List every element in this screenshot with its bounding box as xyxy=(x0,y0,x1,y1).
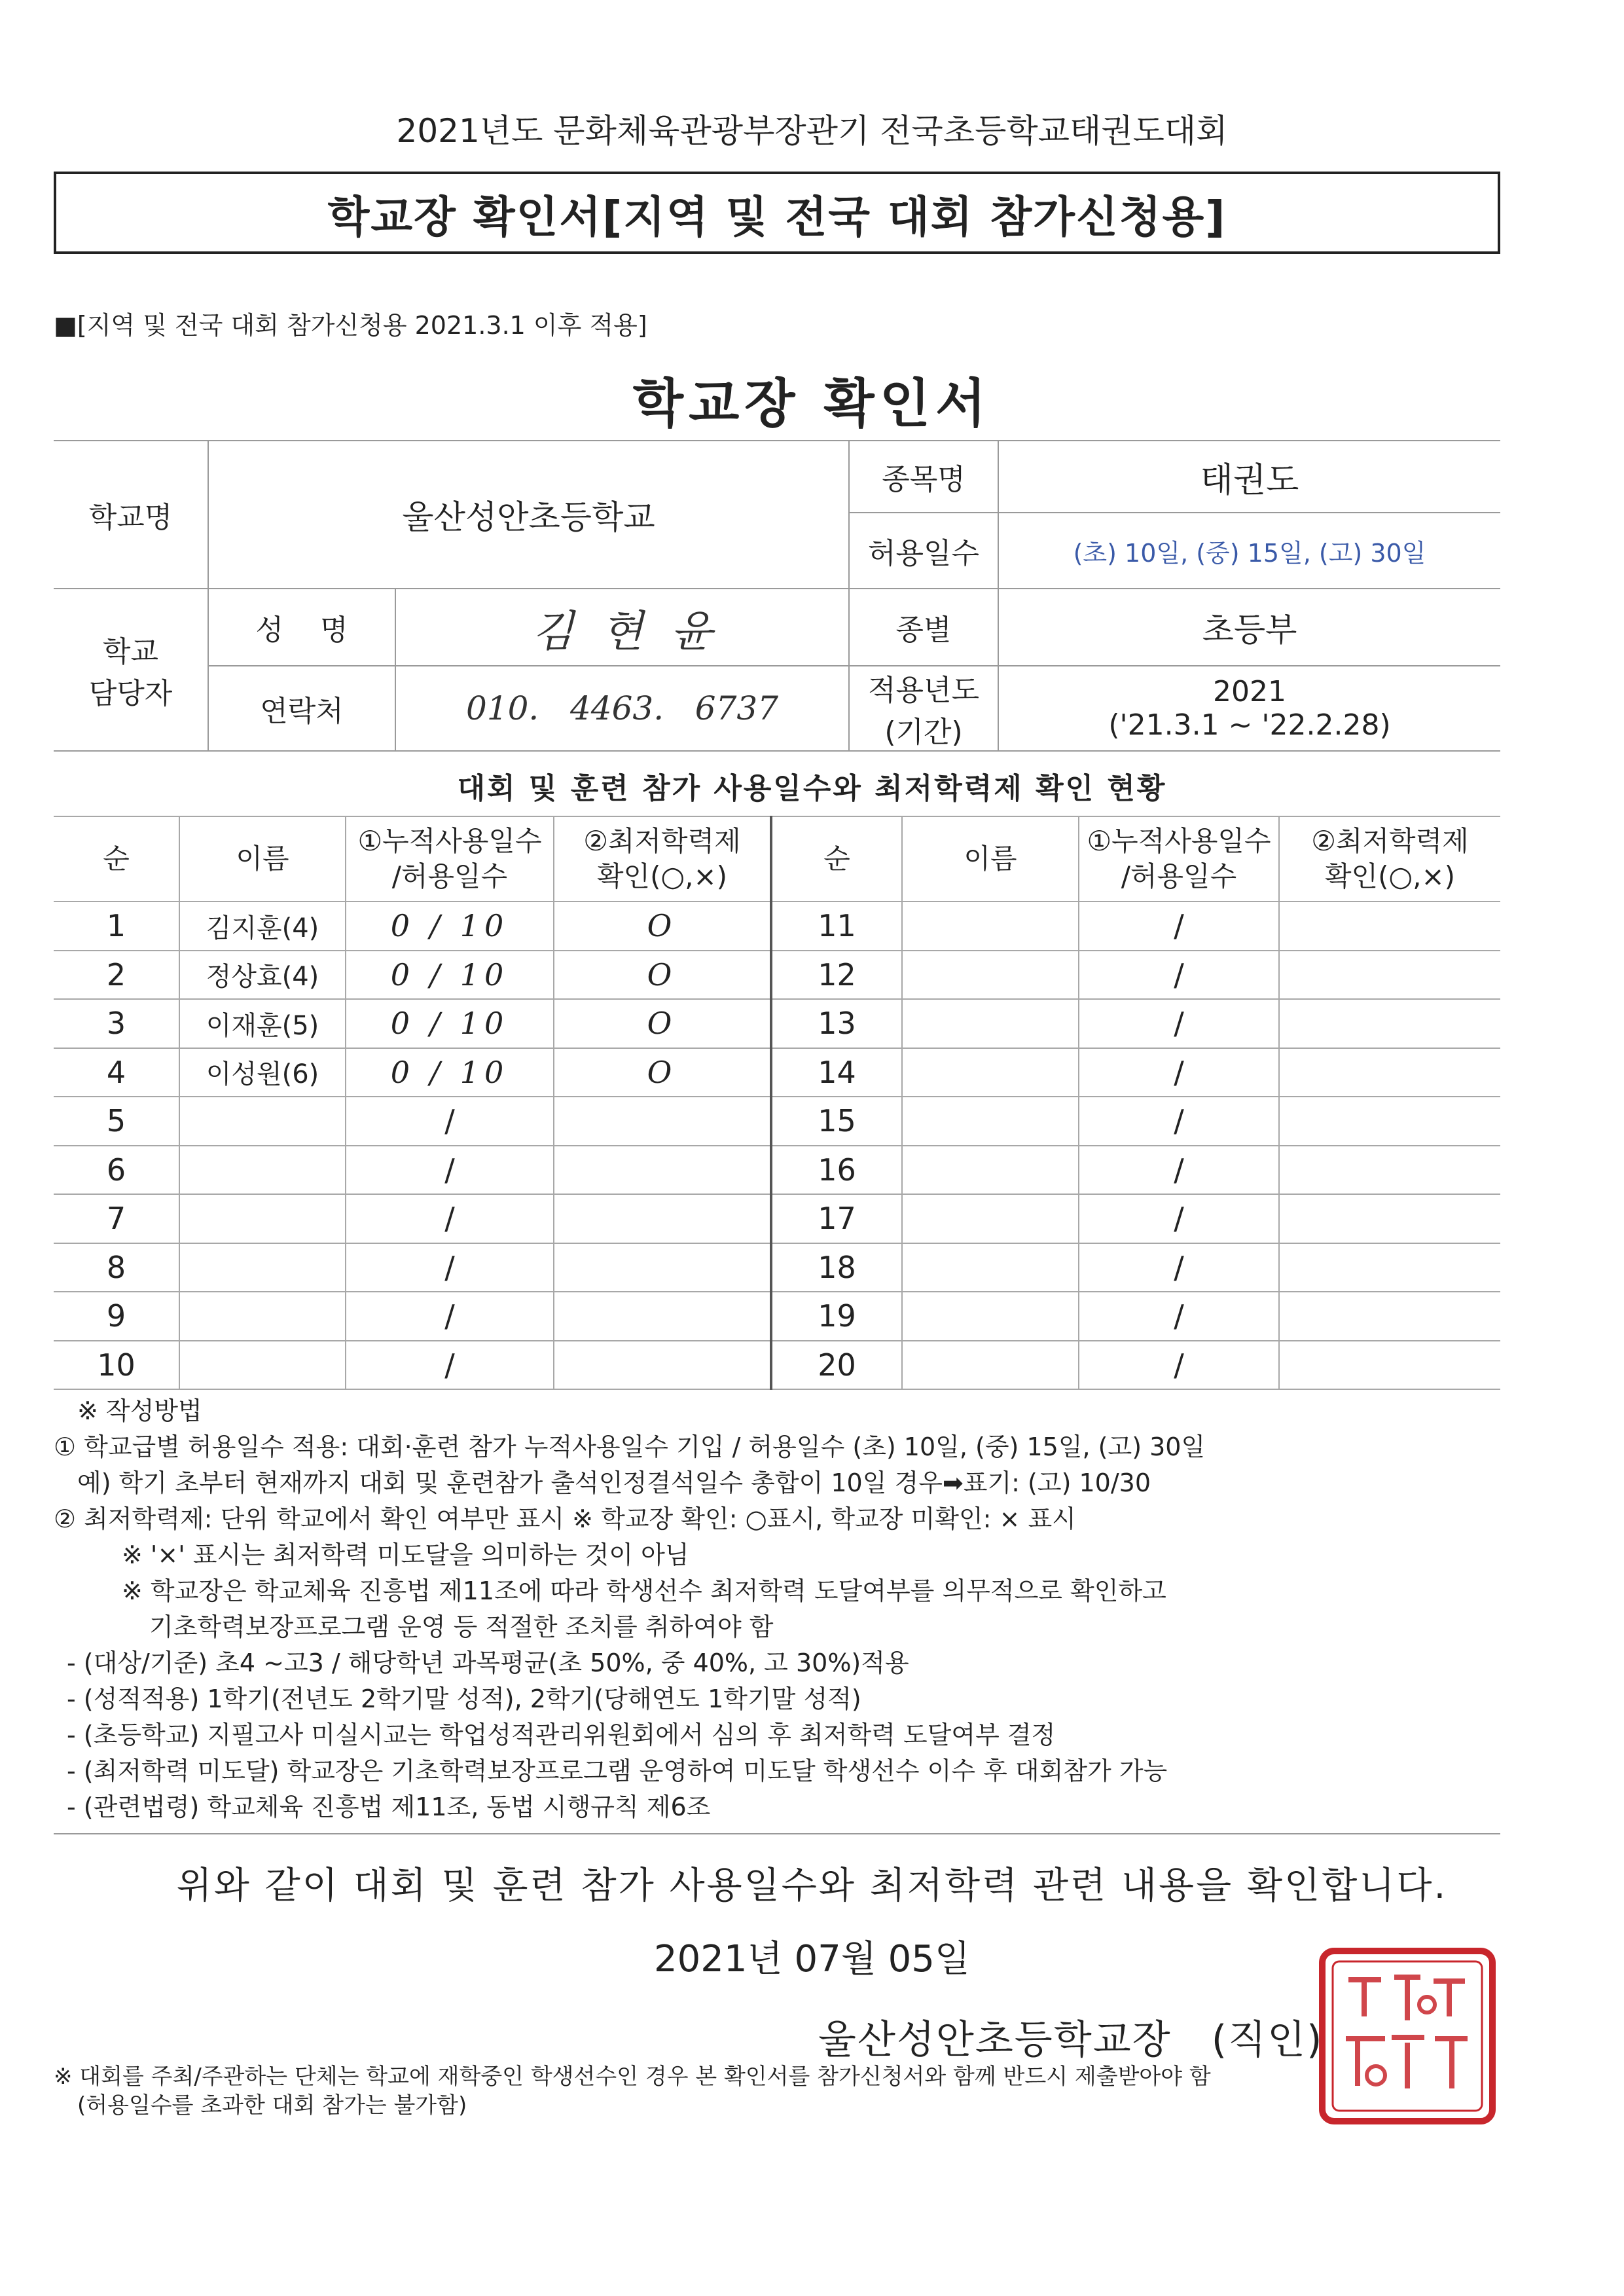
row-min-check xyxy=(554,1243,771,1292)
row-usage: / xyxy=(1079,1243,1279,1292)
row-min-check xyxy=(1279,902,1500,951)
row-no: 18 xyxy=(771,1243,902,1292)
row-name xyxy=(902,1146,1079,1195)
instruction-bullet: - (최저학력 미도달) 학교장은 기초학력보장프로그램 운영하여 미도달 학생선수 이수 후 대회참가 가능 xyxy=(67,1757,1168,1785)
official-seal-mark: (직인) xyxy=(1211,2017,1324,2063)
row-usage: 0 / 10 xyxy=(346,951,554,1000)
row-name xyxy=(179,1292,346,1341)
row-no: 1 xyxy=(54,902,179,951)
contact-person-label-line2: 담당자 xyxy=(88,677,173,710)
table-row xyxy=(54,902,1500,951)
row-no: 19 xyxy=(771,1292,902,1341)
period-year: 2021 xyxy=(1213,675,1286,708)
row-no: 16 xyxy=(771,1146,902,1195)
col-usage-left-line2: /허용일수 xyxy=(391,860,508,892)
instruction-bullet: - (관련법령) 학교체육 진흥법 제11조, 동법 시행규칙 제6조 xyxy=(67,1793,711,1821)
sport-label: 종목명 xyxy=(849,441,998,513)
row-usage: / xyxy=(1079,1292,1279,1341)
table-row xyxy=(54,1194,1500,1243)
col-usage-right xyxy=(1079,816,1279,902)
row-name xyxy=(902,1292,1079,1341)
row-no: 10 xyxy=(54,1341,179,1390)
col-min-right-line1: ②최저학력제 xyxy=(1311,825,1469,857)
athlete-rows xyxy=(54,902,1500,1389)
row-name xyxy=(902,951,1079,1000)
col-usage-right-line1: ①누적사용일수 xyxy=(1087,825,1271,857)
col-usage-left-line1: ①누적사용일수 xyxy=(357,825,542,857)
col-min-left-line2: 확인(○,×) xyxy=(596,860,728,892)
row-usage: 0 / 10 xyxy=(346,1048,554,1097)
instructions-heading: ※ 작성방법 xyxy=(77,1396,202,1425)
row-name xyxy=(902,999,1079,1048)
row-name xyxy=(902,1341,1079,1390)
period-label xyxy=(849,666,998,751)
row-usage: / xyxy=(1079,951,1279,1000)
divider xyxy=(54,1833,1500,1834)
confirmation-statement: 위와 같이 대회 및 훈련 참가 사용일수와 최저학력 관련 내용을 확인합니다. xyxy=(176,1865,1448,1907)
row-usage: / xyxy=(1079,1097,1279,1146)
instruction-item: ① 학교급별 허용일수 적용: 대회·훈련 참가 누적사용일수 기입 / 허용일수 (초) 10일, (중) 15일, (고) 30일 xyxy=(54,1432,1206,1461)
form-title: 학교장 확인서[지역 및 전국 대회 참가신청용] xyxy=(327,191,1227,242)
row-no: 14 xyxy=(771,1048,902,1097)
row-min-check xyxy=(1279,1194,1500,1243)
row-min-check: O xyxy=(554,902,771,951)
row-min-check: O xyxy=(554,951,771,1000)
row-usage: / xyxy=(346,1146,554,1195)
col-name-left: 이름 xyxy=(179,816,346,902)
col-no-left: 순 xyxy=(54,816,179,902)
row-min-check xyxy=(554,1194,771,1243)
row-min-check: O xyxy=(554,1048,771,1097)
row-min-check xyxy=(1279,1292,1500,1341)
table-row xyxy=(54,1292,1500,1341)
row-name xyxy=(179,1146,346,1195)
col-no-right: 순 xyxy=(771,816,902,902)
row-min-check xyxy=(1279,951,1500,1000)
row-no: 4 xyxy=(54,1048,179,1097)
instruction-item: ② 최저학력제: 단위 학교에서 확인 여부만 표시 ※ 학교장 확인: ○표시, 학교장 미확인: × 표시 xyxy=(54,1504,1076,1533)
row-no: 6 xyxy=(54,1146,179,1195)
category-value: 초등부 xyxy=(998,589,1500,666)
row-name xyxy=(902,902,1079,951)
col-min-left xyxy=(554,816,771,902)
row-usage: / xyxy=(346,1194,554,1243)
contact-person-label xyxy=(54,589,208,751)
row-name xyxy=(902,1097,1079,1146)
row-name xyxy=(902,1048,1079,1097)
row-usage: / xyxy=(1079,1341,1279,1390)
col-min-left-line1: ②최저학력제 xyxy=(583,825,741,857)
footer-note-line2: (허용일수를 초과한 대회 참가는 불가함) xyxy=(77,2092,467,2119)
col-min-right-line2: 확인(○,×) xyxy=(1324,860,1456,892)
contact-phone-label: 연락처 xyxy=(208,666,395,751)
row-no: 12 xyxy=(771,951,902,1000)
row-name: 정상효(4) xyxy=(179,951,346,1000)
contact-person-label-line1: 학교 xyxy=(102,635,158,668)
table-row xyxy=(54,1243,1500,1292)
row-name xyxy=(902,1243,1079,1292)
school-info-table xyxy=(54,440,1500,752)
status-section-title: 대회 및 훈련 참가 사용일수와 최저학력제 확인 현황 xyxy=(457,772,1167,805)
row-usage: / xyxy=(346,1341,554,1390)
row-no: 7 xyxy=(54,1194,179,1243)
footer-note-line1: ※ 대회를 주최/주관하는 단체는 학교에 재학중인 학생선수인 경우 본 확인서를 참가신청서와 함께 반드시 제출받아야 함 xyxy=(54,2064,1211,2090)
row-min-check xyxy=(554,1341,771,1390)
row-name: 이성원(6) xyxy=(179,1048,346,1097)
row-usage: / xyxy=(346,1243,554,1292)
row-min-check xyxy=(1279,1097,1500,1146)
row-name xyxy=(179,1341,346,1390)
row-name xyxy=(179,1194,346,1243)
row-no: 17 xyxy=(771,1194,902,1243)
period-label-line2: (기간) xyxy=(884,716,963,749)
row-usage: / xyxy=(1079,1194,1279,1243)
table-row xyxy=(54,999,1500,1048)
row-no: 9 xyxy=(54,1292,179,1341)
footer-note xyxy=(54,2062,1533,2120)
col-min-right xyxy=(1279,816,1500,902)
instruction-bullet: - (대상/기준) 초4 ~고3 / 해당학년 과목평균(초 50%, 중 40%, 고 30%)적용 xyxy=(67,1649,909,1677)
contact-name-value: 김 현 윤 xyxy=(395,589,849,666)
principal-title: 울산성안초등학교장 xyxy=(818,2017,1172,2063)
instruction-note: ※ 학교장은 학교체육 진흥법 제11조에 따라 학생선수 최저학력 도달여부를 의무적으로 확인하고 xyxy=(122,1576,1166,1605)
row-usage: / xyxy=(1079,1048,1279,1097)
row-name: 김지훈(4) xyxy=(179,902,346,951)
instruction-note: ※ '×' 표시는 최저학력 미도달을 의미하는 것이 아님 xyxy=(122,1540,689,1569)
applicability-note: ■[지역 및 전국 대회 참가신청용 2021.3.1 이후 적용] xyxy=(54,311,647,340)
row-no: 11 xyxy=(771,902,902,951)
row-no: 2 xyxy=(54,951,179,1000)
table-row xyxy=(54,1146,1500,1195)
instruction-bullet: - (성적적용) 1학기(전년도 2학기말 성적), 2학기(당해연도 1학기말 성적) xyxy=(67,1685,861,1713)
sport-value: 태권도 xyxy=(998,441,1500,513)
row-usage: 0 / 10 xyxy=(346,902,554,951)
allowed-days-label: 허용일수 xyxy=(849,513,998,589)
instruction-bullet: - (초등학교) 지필고사 미실시교는 학업성적관리위원회에서 심의 후 최저학력 도달여부 결정 xyxy=(67,1721,1056,1749)
row-name xyxy=(179,1243,346,1292)
col-usage-left xyxy=(346,816,554,902)
col-usage-right-line2: /허용일수 xyxy=(1121,860,1237,892)
row-name: 이재훈(5) xyxy=(179,999,346,1048)
instructions xyxy=(54,1393,1500,1825)
row-no: 15 xyxy=(771,1097,902,1146)
row-min-check: O xyxy=(554,999,771,1048)
table-row xyxy=(54,1048,1500,1097)
period-value xyxy=(998,666,1500,751)
row-min-check xyxy=(1279,999,1500,1048)
row-usage: 0 / 10 xyxy=(346,999,554,1048)
athlete-status-table xyxy=(54,816,1500,1390)
row-name xyxy=(179,1097,346,1146)
row-min-check xyxy=(1279,1341,1500,1390)
row-min-check xyxy=(1279,1243,1500,1292)
row-no: 3 xyxy=(54,999,179,1048)
instruction-example: 예) 학기 초부터 현재까지 대회 및 훈련참가 출석인정결석일수 총합이 10일 경우➡표기: (고) 10/30 xyxy=(77,1468,1151,1497)
principal-signature-line xyxy=(818,2009,1323,2065)
instruction-note: 기초학력보장프로그램 운영 등 적절한 조치를 취하여야 함 xyxy=(149,1613,774,1641)
school-name-label: 학교명 xyxy=(54,441,208,589)
allowed-days-value: (초) 10일, (중) 15일, (고) 30일 xyxy=(998,513,1500,589)
event-title: 2021년도 문화체육관광부장관기 전국초등학교태권도대회 xyxy=(396,112,1228,150)
confirmation-date: 2021년 07월 05일 xyxy=(654,1938,970,1980)
row-usage: / xyxy=(346,1292,554,1341)
contact-phone-value: 010. 4463. 6737 xyxy=(395,666,849,751)
row-no: 5 xyxy=(54,1097,179,1146)
period-label-line1: 적용년도 xyxy=(867,674,979,707)
row-usage: / xyxy=(346,1097,554,1146)
contact-name-label: 성 명 xyxy=(208,589,395,666)
row-no: 8 xyxy=(54,1243,179,1292)
row-min-check xyxy=(554,1292,771,1341)
row-usage: / xyxy=(1079,999,1279,1048)
row-min-check xyxy=(1279,1146,1500,1195)
row-name xyxy=(902,1194,1079,1243)
row-no: 13 xyxy=(771,999,902,1048)
col-name-right: 이름 xyxy=(902,816,1079,902)
form-title-box xyxy=(54,172,1500,254)
row-min-check xyxy=(554,1146,771,1195)
category-label: 종별 xyxy=(849,589,998,666)
row-min-check xyxy=(554,1097,771,1146)
period-range: ('21.3.1 ~ '22.2.28) xyxy=(1108,708,1391,742)
row-usage: / xyxy=(1079,902,1279,951)
row-no: 20 xyxy=(771,1341,902,1390)
table-row xyxy=(54,951,1500,1000)
row-min-check xyxy=(1279,1048,1500,1097)
row-usage: / xyxy=(1079,1146,1279,1195)
school-name-value: 울산성안초등학교 xyxy=(208,441,849,589)
document-title: 학교장 확인서 xyxy=(632,373,992,434)
table-row xyxy=(54,1341,1500,1390)
table-row xyxy=(54,1097,1500,1146)
